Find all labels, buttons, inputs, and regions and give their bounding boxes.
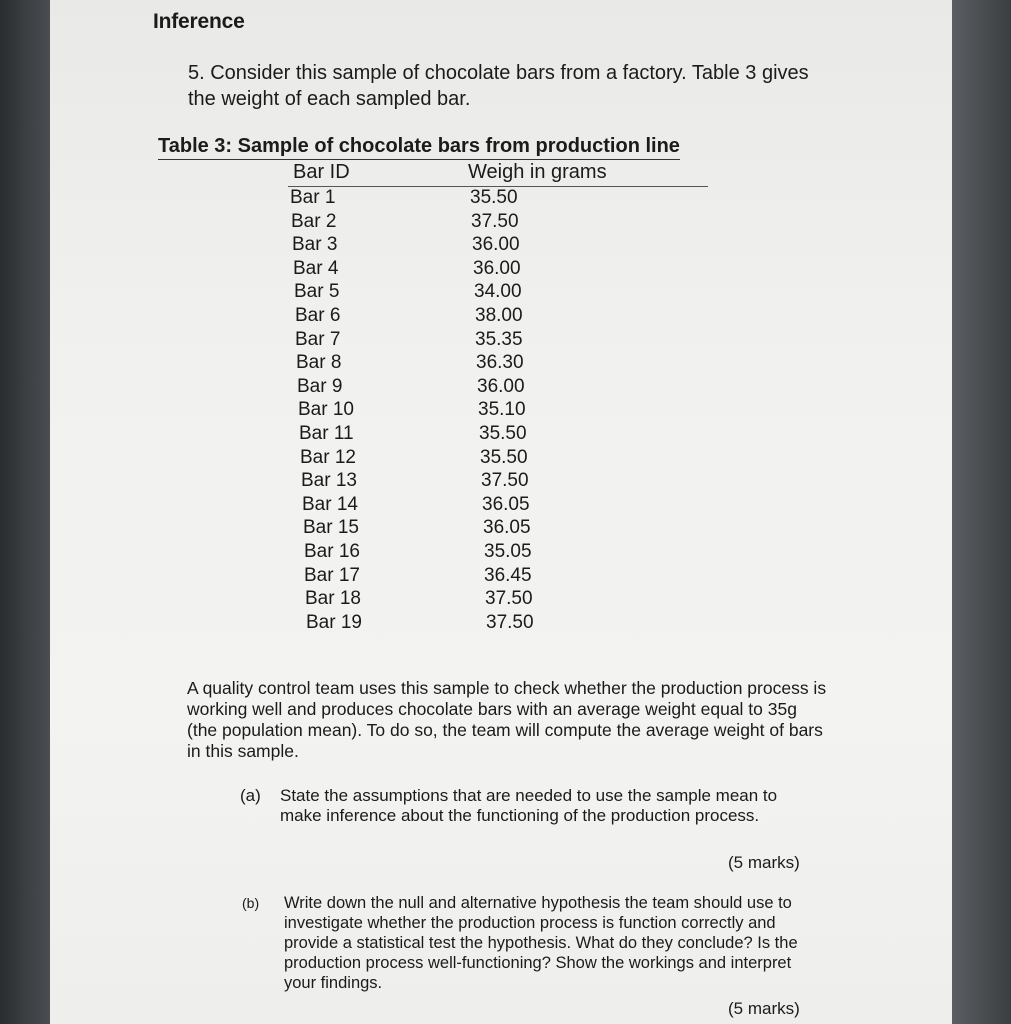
bar-id-cell: Bar 5 <box>294 281 340 303</box>
section-heading: Inference <box>153 10 245 33</box>
bar-id-cell: Bar 4 <box>293 257 339 279</box>
table-row <box>301 470 601 492</box>
weight-cell: 37.50 <box>485 588 533 610</box>
weight-cell: 37.50 <box>486 611 534 633</box>
column-header-bar-id: Bar ID <box>293 161 350 183</box>
bar-id-cell: Bar 14 <box>302 493 358 515</box>
part-a-marks: (5 marks) <box>728 853 800 872</box>
bar-id-cell: Bar 8 <box>296 352 342 374</box>
weight-cell: 35.05 <box>484 541 532 562</box>
table-row <box>294 281 594 303</box>
bar-id-cell: Bar 1 <box>290 187 336 208</box>
table-row <box>300 447 600 469</box>
bar-id-cell: Bar 19 <box>306 611 362 633</box>
part-a-text: State the assumptions that are needed to use the sample mean to make inference about the functioning of the production process. <box>280 786 778 825</box>
table-row <box>304 541 604 563</box>
weight-cell: 36.00 <box>473 257 521 279</box>
weight-cell: 35.50 <box>479 423 527 444</box>
bar-id-cell: Bar 13 <box>301 470 357 492</box>
table-row <box>291 211 591 233</box>
weight-cell: 36.05 <box>482 493 530 515</box>
bar-id-cell: Bar 6 <box>295 305 341 326</box>
table-row <box>296 352 596 374</box>
weight-cell: 34.00 <box>474 281 522 303</box>
table-header-row <box>288 160 708 187</box>
bar-id-cell: Bar 16 <box>304 541 360 562</box>
bar-id-cell: Bar 7 <box>295 328 341 350</box>
table-row <box>306 612 606 634</box>
weight-cell: 36.00 <box>477 375 525 397</box>
table-row <box>295 305 595 327</box>
bar-id-cell: Bar 10 <box>298 399 354 421</box>
bar-id-cell: Bar 17 <box>304 564 360 586</box>
weight-cell: 36.30 <box>476 352 524 374</box>
table-row <box>304 565 604 587</box>
table-row <box>305 588 605 610</box>
document-page <box>50 0 952 1024</box>
bar-id-cell: Bar 11 <box>299 423 354 444</box>
weight-cell: 35.35 <box>475 328 523 350</box>
part-a-label: (a) <box>240 786 261 805</box>
bar-id-cell: Bar 9 <box>297 375 343 397</box>
monitor-bezel-right <box>951 0 1011 1024</box>
bar-id-cell: Bar 18 <box>305 588 361 610</box>
weight-cell: 36.45 <box>484 564 532 586</box>
weight-cell: 35.50 <box>470 187 518 208</box>
table-row <box>299 423 599 445</box>
table-row <box>292 234 592 256</box>
description-paragraph: A quality control team uses this sample to check whether the production process is working well and produces chocolate bars with an average weight equal to 35g (the population mean). To do so, the team will compute the average weight of bars in this sample. <box>187 678 827 761</box>
table-row <box>303 517 603 539</box>
weight-cell: 37.50 <box>471 210 519 232</box>
part-b-label: (b) <box>242 895 260 911</box>
bar-id-cell: Bar 12 <box>300 446 356 468</box>
table-row <box>290 187 590 209</box>
bar-id-cell: Bar 15 <box>303 517 359 539</box>
weight-cell: 38.00 <box>475 305 523 326</box>
table-row <box>295 329 595 351</box>
weight-cell: 35.10 <box>478 399 526 421</box>
weight-cell: 36.05 <box>483 517 531 539</box>
table-row <box>302 494 602 516</box>
weight-cell: 37.50 <box>481 470 529 492</box>
table-row <box>293 258 593 280</box>
monitor-bezel-left <box>0 0 50 1024</box>
part-b-text: Write down the null and alternative hypothesis the team should use to investigate whether the production process is function correctly and provide a statistical test the hypothesis. What do they conclude? Is the production process well-functioning? Show the workings and interpret your findings. <box>284 894 798 992</box>
bar-id-cell: Bar 3 <box>292 234 338 256</box>
part-b-marks: (5 marks) <box>728 999 800 1018</box>
weight-cell: 35.50 <box>480 446 528 468</box>
column-header-weight: Weigh in grams <box>468 161 607 183</box>
bar-id-cell: Bar 2 <box>291 210 337 232</box>
weight-cell: 36.00 <box>472 234 520 256</box>
question-text: 5. Consider this sample of chocolate bars from a factory. Table 3 gives the weight of each sampled bar. <box>188 62 809 110</box>
table-caption: Table 3: Sample of chocolate bars from production line <box>158 135 680 160</box>
table-row <box>297 376 597 398</box>
table-row <box>298 399 598 421</box>
